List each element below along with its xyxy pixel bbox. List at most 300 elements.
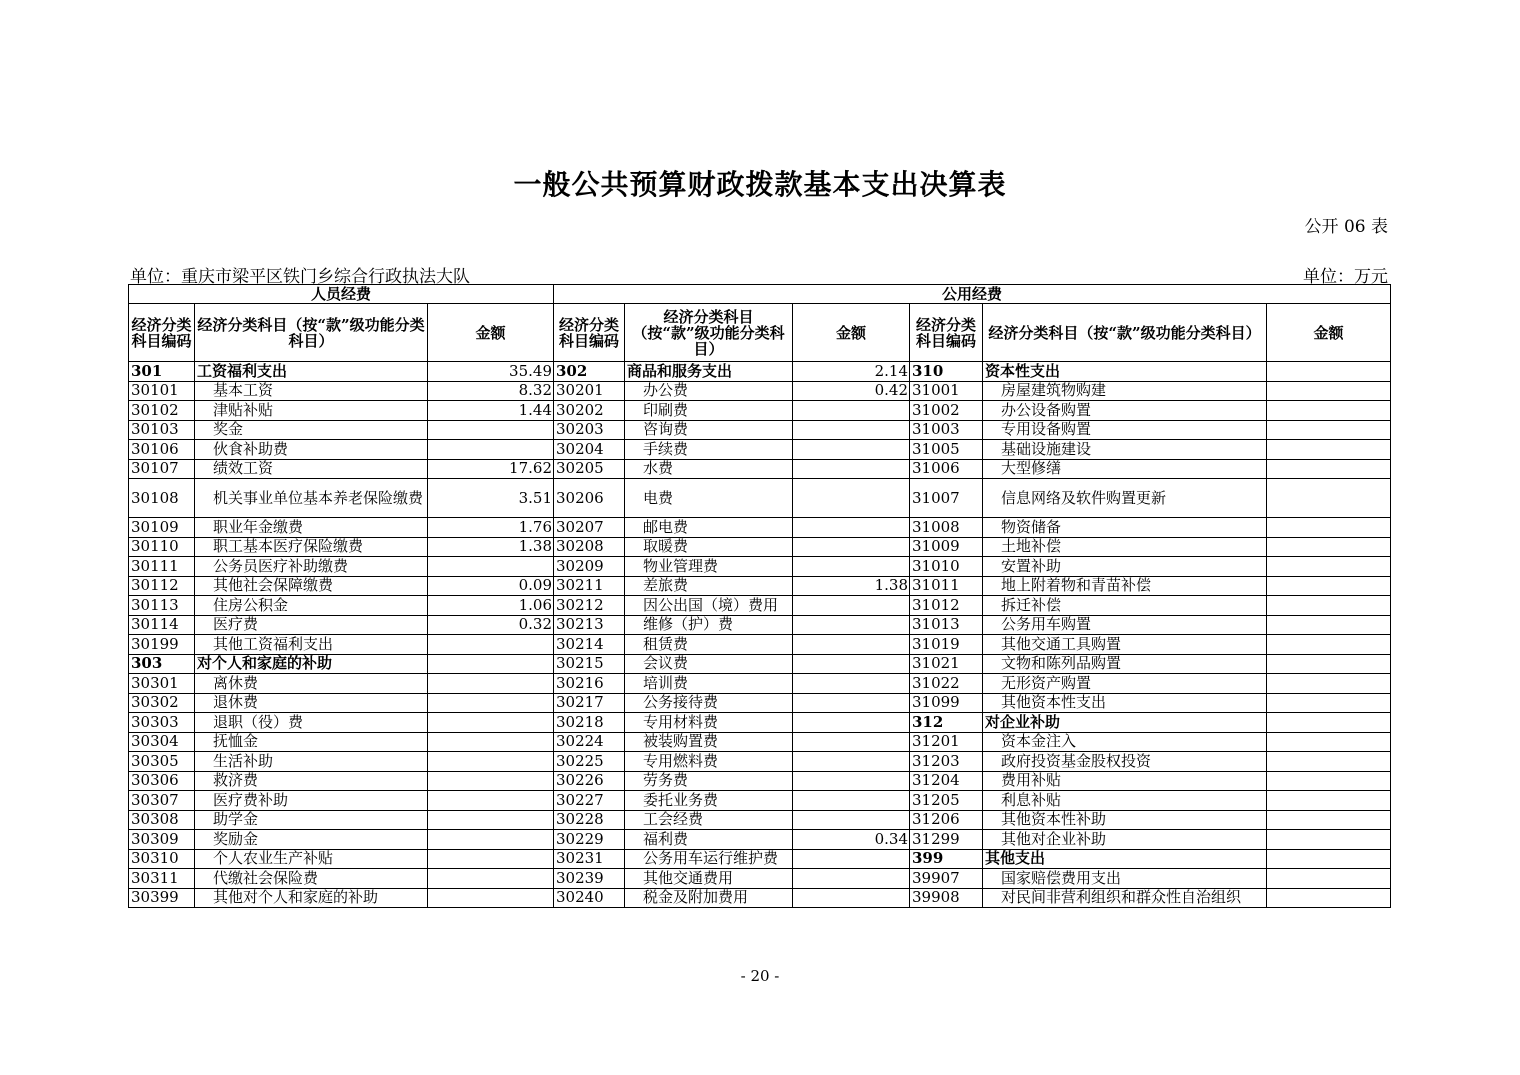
cell-goods-name <box>625 537 793 557</box>
cell-text: 其他资本性补助 <box>1001 810 1107 829</box>
cell-text: 机关事业单位基本养老保险缴费 <box>213 488 424 507</box>
cell-goods-code: 30205 <box>554 459 625 479</box>
cell-personnel-code: 30303 <box>129 713 195 733</box>
cell-capital-name <box>983 518 1267 538</box>
cell-goods-code: 30226 <box>554 771 625 791</box>
cell-goods-amount <box>793 401 910 421</box>
cell-personnel-code: 30113 <box>129 596 195 616</box>
cell-personnel-amount <box>428 557 554 577</box>
cell-goods-code: 30229 <box>554 830 625 850</box>
cell-goods-code: 30231 <box>554 849 625 869</box>
cell-goods-code: 30214 <box>554 635 625 655</box>
table-row <box>129 888 1391 908</box>
cell-personnel-code: 30103 <box>129 420 195 440</box>
cell-text: 差旅费 <box>643 576 689 595</box>
cell-personnel-amount <box>428 674 554 694</box>
cell-personnel-amount <box>428 635 554 655</box>
cell-capital-amount <box>1267 693 1391 713</box>
cell-text: 邮电费 <box>643 517 689 536</box>
cell-goods-name <box>625 888 793 908</box>
unit-organization: 单位：重庆市梁平区铁门乡综合行政执法大队 <box>130 267 470 287</box>
cell-goods-name <box>625 479 793 518</box>
cell-goods-name <box>625 420 793 440</box>
cell-personnel-code: 30106 <box>129 440 195 460</box>
cell-goods-name <box>625 596 793 616</box>
cell-personnel-code: 30301 <box>129 674 195 694</box>
cell-goods-amount: 0.42 <box>793 381 910 401</box>
cell-text: 福利费 <box>643 829 689 848</box>
cell-text: 代缴社会保险费 <box>213 868 319 887</box>
cell-text: 文物和陈列品购置 <box>1001 654 1122 673</box>
cell-text: 拆迁补偿 <box>1001 595 1062 614</box>
cell-text: 工会经费 <box>643 810 704 829</box>
cell-personnel-name: 工资福利支出 <box>195 362 428 382</box>
cell-personnel-code: 30309 <box>129 830 195 850</box>
cell-text: 电费 <box>643 488 674 507</box>
cell-goods-code: 30201 <box>554 381 625 401</box>
cell-text: 水费 <box>643 459 674 478</box>
cell-text: 其他对个人和家庭的补助 <box>213 888 379 907</box>
cell-capital-code: 31002 <box>910 401 983 421</box>
table-row <box>129 869 1391 889</box>
cell-capital-amount <box>1267 440 1391 460</box>
group-public: 公用经费 <box>554 285 1391 304</box>
table-row <box>129 518 1391 538</box>
cell-goods-amount <box>793 810 910 830</box>
cell-personnel-code: 30112 <box>129 576 195 596</box>
cell-personnel-name <box>195 674 428 694</box>
cell-text: 公务接待费 <box>643 693 719 712</box>
cell-goods-code: 30204 <box>554 440 625 460</box>
cell-goods-name <box>625 791 793 811</box>
cell-goods-amount <box>793 713 910 733</box>
cell-personnel-code: 303 <box>129 654 195 674</box>
cell-personnel-code: 30101 <box>129 381 195 401</box>
cell-text: 个人农业生产补贴 <box>213 849 334 868</box>
cell-personnel-name <box>195 635 428 655</box>
cell-personnel-amount: 35.49 <box>428 362 554 382</box>
cell-personnel-code: 30107 <box>129 459 195 479</box>
cell-capital-name <box>983 615 1267 635</box>
cell-capital-code: 31021 <box>910 654 983 674</box>
cell-capital-code: 31011 <box>910 576 983 596</box>
cell-text: 奖励金 <box>213 829 259 848</box>
cell-capital-code: 31201 <box>910 732 983 752</box>
cell-goods-amount <box>793 732 910 752</box>
cell-text: 物资储备 <box>1001 517 1062 536</box>
unit-currency: 单位：万元 <box>1303 267 1388 287</box>
header-personnel-amount: 金额 <box>428 304 554 362</box>
cell-goods-name <box>625 849 793 869</box>
table-row <box>129 615 1391 635</box>
table-row <box>129 771 1391 791</box>
cell-text: 对民间非营利组织和群众性自治组织 <box>1001 888 1242 907</box>
cell-text: 退职（役）费 <box>213 712 304 731</box>
cell-goods-code: 30227 <box>554 791 625 811</box>
cell-text: 医疗费 <box>213 615 259 634</box>
cell-goods-code: 30240 <box>554 888 625 908</box>
cell-capital-code: 39908 <box>910 888 983 908</box>
cell-personnel-amount <box>428 849 554 869</box>
cell-goods-amount <box>793 888 910 908</box>
cell-capital-name <box>983 791 1267 811</box>
cell-capital-amount <box>1267 810 1391 830</box>
cell-goods-name <box>625 693 793 713</box>
cell-text: 大型修缮 <box>1001 459 1062 478</box>
cell-text: 公务员医疗补助缴费 <box>213 556 349 575</box>
cell-goods-code: 30228 <box>554 810 625 830</box>
cell-capital-amount <box>1267 479 1391 518</box>
cell-capital-amount <box>1267 849 1391 869</box>
cell-personnel-name <box>195 693 428 713</box>
cell-capital-name: 资本性支出 <box>983 362 1267 382</box>
cell-personnel-amount: 8.32 <box>428 381 554 401</box>
cell-goods-name <box>625 830 793 850</box>
cell-goods-amount <box>793 674 910 694</box>
cell-personnel-name <box>195 849 428 869</box>
cell-goods-code: 30216 <box>554 674 625 694</box>
table-row <box>129 557 1391 577</box>
cell-goods-name <box>625 713 793 733</box>
cell-text: 其他交通工具购置 <box>1001 634 1122 653</box>
cell-personnel-code: 30109 <box>129 518 195 538</box>
table-row <box>129 596 1391 616</box>
cell-text: 地上附着物和青苗补偿 <box>1001 576 1152 595</box>
cell-capital-name <box>983 401 1267 421</box>
cell-text: 公务用车运行维护费 <box>643 849 779 868</box>
cell-text: 奖金 <box>213 420 244 439</box>
cell-personnel-name <box>195 381 428 401</box>
cell-personnel-name <box>195 596 428 616</box>
header-goods-code: 经济分类科目编码 <box>554 304 625 362</box>
cell-personnel-name: 对个人和家庭的补助 <box>195 654 428 674</box>
cell-goods-amount: 0.34 <box>793 830 910 850</box>
cell-capital-amount <box>1267 362 1391 382</box>
cell-capital-name <box>983 576 1267 596</box>
cell-text: 政府投资基金股权投资 <box>1001 751 1152 770</box>
column-header-row <box>129 304 1391 362</box>
cell-goods-name <box>625 615 793 635</box>
cell-personnel-amount: 1.38 <box>428 537 554 557</box>
cell-capital-code: 31001 <box>910 381 983 401</box>
cell-text: 职业年金缴费 <box>213 517 304 536</box>
cell-capital-name <box>983 459 1267 479</box>
cell-capital-code: 31013 <box>910 615 983 635</box>
cell-text: 咨询费 <box>643 420 689 439</box>
cell-personnel-name <box>195 479 428 518</box>
cell-text: 办公设备购置 <box>1001 400 1092 419</box>
cell-personnel-code: 30307 <box>129 791 195 811</box>
cell-personnel-code: 30110 <box>129 537 195 557</box>
cell-personnel-name <box>195 888 428 908</box>
cell-capital-name <box>983 693 1267 713</box>
cell-text: 基础设施建设 <box>1001 439 1092 458</box>
cell-goods-amount <box>793 635 910 655</box>
cell-goods-code: 30202 <box>554 401 625 421</box>
cell-capital-code: 31006 <box>910 459 983 479</box>
cell-text: 住房公积金 <box>213 595 289 614</box>
cell-capital-amount <box>1267 869 1391 889</box>
cell-goods-amount <box>793 596 910 616</box>
cell-goods-code: 30212 <box>554 596 625 616</box>
cell-personnel-amount <box>428 830 554 850</box>
cell-capital-name <box>983 420 1267 440</box>
cell-capital-code: 31009 <box>910 537 983 557</box>
cell-capital-code: 312 <box>910 713 983 733</box>
cell-text: 专用设备购置 <box>1001 420 1092 439</box>
cell-capital-name <box>983 869 1267 889</box>
cell-text: 助学金 <box>213 810 259 829</box>
cell-goods-amount <box>793 440 910 460</box>
cell-text: 因公出国（境）费用 <box>643 595 779 614</box>
cell-text: 绩效工资 <box>213 459 274 478</box>
cell-capital-name: 对企业补助 <box>983 713 1267 733</box>
cell-personnel-code: 30310 <box>129 849 195 869</box>
table-row <box>129 401 1391 421</box>
cell-text: 其他对企业补助 <box>1001 829 1107 848</box>
header-goods-name: 经济分类科目（按“款”级功能分类科目） <box>625 304 793 362</box>
cell-goods-name <box>625 771 793 791</box>
cell-personnel-name <box>195 713 428 733</box>
cell-personnel-amount <box>428 888 554 908</box>
cell-goods-name <box>625 752 793 772</box>
cell-capital-code: 310 <box>910 362 983 382</box>
cell-personnel-amount: 1.06 <box>428 596 554 616</box>
cell-personnel-amount: 0.32 <box>428 615 554 635</box>
cell-capital-amount <box>1267 401 1391 421</box>
cell-personnel-name <box>195 459 428 479</box>
table-row <box>129 654 1391 674</box>
table-row <box>129 791 1391 811</box>
cell-capital-amount <box>1267 615 1391 635</box>
cell-personnel-amount: 1.44 <box>428 401 554 421</box>
cell-goods-code: 30224 <box>554 732 625 752</box>
cell-personnel-code: 30305 <box>129 752 195 772</box>
cell-capital-name <box>983 830 1267 850</box>
cell-goods-name <box>625 459 793 479</box>
cell-personnel-amount <box>428 810 554 830</box>
cell-capital-amount <box>1267 635 1391 655</box>
cell-text: 医疗费补助 <box>213 790 289 809</box>
table-row <box>129 440 1391 460</box>
cell-capital-amount <box>1267 791 1391 811</box>
cell-goods-name <box>625 674 793 694</box>
cell-personnel-code: 30111 <box>129 557 195 577</box>
cell-goods-amount <box>793 771 910 791</box>
cell-goods-amount <box>793 420 910 440</box>
table-row <box>129 576 1391 596</box>
table-row <box>129 752 1391 772</box>
cell-text: 基本工资 <box>213 381 274 400</box>
expenditure-table <box>128 284 1391 908</box>
cell-personnel-name <box>195 518 428 538</box>
cell-goods-name <box>625 576 793 596</box>
cell-capital-code: 31010 <box>910 557 983 577</box>
cell-goods-name <box>625 381 793 401</box>
cell-capital-name <box>983 810 1267 830</box>
cell-goods-name <box>625 518 793 538</box>
cell-text: 公务用车购置 <box>1001 615 1092 634</box>
table-row <box>129 674 1391 694</box>
cell-goods-code: 30207 <box>554 518 625 538</box>
cell-goods-amount <box>793 459 910 479</box>
cell-personnel-name <box>195 420 428 440</box>
cell-capital-name <box>983 381 1267 401</box>
header-capital-amount: 金额 <box>1267 304 1391 362</box>
table-row <box>129 830 1391 850</box>
cell-capital-code: 31203 <box>910 752 983 772</box>
cell-text: 其他工资福利支出 <box>213 634 334 653</box>
cell-goods-code: 30215 <box>554 654 625 674</box>
cell-capital-code: 31007 <box>910 479 983 518</box>
cell-goods-code: 30225 <box>554 752 625 772</box>
cell-text: 专用材料费 <box>643 712 719 731</box>
table-row <box>129 693 1391 713</box>
cell-text: 会议费 <box>643 654 689 673</box>
cell-personnel-name <box>195 576 428 596</box>
cell-goods-amount <box>793 615 910 635</box>
cell-personnel-amount: 0.09 <box>428 576 554 596</box>
cell-goods-amount <box>793 752 910 772</box>
cell-text: 房屋建筑物购建 <box>1001 381 1107 400</box>
cell-capital-amount <box>1267 576 1391 596</box>
cell-capital-name <box>983 771 1267 791</box>
table-row <box>129 459 1391 479</box>
cell-text: 津贴补贴 <box>213 400 274 419</box>
cell-goods-code: 30203 <box>554 420 625 440</box>
cell-goods-amount <box>793 791 910 811</box>
cell-text: 印刷费 <box>643 400 689 419</box>
cell-capital-code: 31008 <box>910 518 983 538</box>
cell-personnel-code: 30308 <box>129 810 195 830</box>
cell-personnel-amount: 3.51 <box>428 479 554 518</box>
table-row <box>129 479 1391 518</box>
cell-capital-name <box>983 732 1267 752</box>
header-capital-code: 经济分类科目编码 <box>910 304 983 362</box>
cell-goods-amount <box>793 693 910 713</box>
cell-personnel-amount <box>428 693 554 713</box>
cell-text: 费用补贴 <box>1001 771 1062 790</box>
cell-personnel-code: 301 <box>129 362 195 382</box>
table-row <box>129 635 1391 655</box>
cell-goods-amount <box>793 479 910 518</box>
cell-personnel-name <box>195 615 428 635</box>
header-personnel-name: 经济分类科目（按“款”级功能分类科目） <box>195 304 428 362</box>
cell-text: 无形资产购置 <box>1001 673 1092 692</box>
cell-text: 安置补助 <box>1001 556 1062 575</box>
header-personnel-code: 经济分类科目编码 <box>129 304 195 362</box>
cell-capital-name <box>983 557 1267 577</box>
cell-capital-amount <box>1267 420 1391 440</box>
cell-capital-amount <box>1267 771 1391 791</box>
cell-capital-amount <box>1267 381 1391 401</box>
header-capital-name: 经济分类科目（按“款”级功能分类科目） <box>983 304 1267 362</box>
cell-text: 抚恤金 <box>213 732 259 751</box>
cell-text: 手续费 <box>643 439 689 458</box>
cell-goods-amount <box>793 518 910 538</box>
cell-personnel-code: 30399 <box>129 888 195 908</box>
cell-personnel-code: 30311 <box>129 869 195 889</box>
header-goods-amount: 金额 <box>793 304 910 362</box>
cell-personnel-name <box>195 830 428 850</box>
cell-capital-name <box>983 596 1267 616</box>
cell-personnel-name <box>195 557 428 577</box>
cell-text: 培训费 <box>643 673 689 692</box>
cell-capital-code: 31299 <box>910 830 983 850</box>
cell-goods-name: 商品和服务支出 <box>625 362 793 382</box>
cell-goods-amount <box>793 849 910 869</box>
cell-goods-code: 30239 <box>554 869 625 889</box>
cell-text: 其他社会保障缴费 <box>213 576 334 595</box>
cell-capital-amount <box>1267 518 1391 538</box>
cell-goods-code: 30218 <box>554 713 625 733</box>
cell-capital-code: 39907 <box>910 869 983 889</box>
cell-capital-name <box>983 674 1267 694</box>
cell-capital-name <box>983 440 1267 460</box>
cell-goods-code: 30211 <box>554 576 625 596</box>
cell-personnel-code: 30306 <box>129 771 195 791</box>
cell-text: 职工基本医疗保险缴费 <box>213 537 364 556</box>
cell-capital-name: 其他支出 <box>983 849 1267 869</box>
cell-capital-code: 31099 <box>910 693 983 713</box>
cell-capital-code: 31005 <box>910 440 983 460</box>
cell-capital-amount <box>1267 557 1391 577</box>
cell-capital-amount <box>1267 654 1391 674</box>
cell-text: 办公费 <box>643 381 689 400</box>
table-row <box>129 810 1391 830</box>
cell-capital-name <box>983 479 1267 518</box>
cell-text: 退休费 <box>213 693 259 712</box>
cell-goods-code: 30209 <box>554 557 625 577</box>
table-row <box>129 537 1391 557</box>
page-title: 一般公共预算财政拨款基本支出决算表 <box>513 168 1007 201</box>
cell-goods-name <box>625 557 793 577</box>
cell-text: 税金及附加费用 <box>643 888 749 907</box>
cell-capital-code: 399 <box>910 849 983 869</box>
group-header-row <box>129 285 1391 304</box>
cell-capital-amount <box>1267 537 1391 557</box>
cell-goods-amount <box>793 869 910 889</box>
cell-capital-amount <box>1267 596 1391 616</box>
page-number: - 20 - <box>740 967 780 985</box>
cell-capital-amount <box>1267 830 1391 850</box>
cell-personnel-name <box>195 791 428 811</box>
cell-text: 资本金注入 <box>1001 732 1077 751</box>
cell-personnel-amount <box>428 420 554 440</box>
cell-capital-amount <box>1267 888 1391 908</box>
cell-text: 伙食补助费 <box>213 439 289 458</box>
cell-personnel-name <box>195 810 428 830</box>
cell-personnel-code: 30108 <box>129 479 195 518</box>
cell-capital-name <box>983 635 1267 655</box>
cell-personnel-amount <box>428 752 554 772</box>
cell-capital-code: 31204 <box>910 771 983 791</box>
cell-goods-name <box>625 810 793 830</box>
cell-personnel-code: 30304 <box>129 732 195 752</box>
cell-goods-amount: 2.14 <box>793 362 910 382</box>
cell-personnel-amount <box>428 791 554 811</box>
table-row <box>129 713 1391 733</box>
cell-text: 委托业务费 <box>643 790 719 809</box>
table-row <box>129 420 1391 440</box>
cell-text: 救济费 <box>213 771 259 790</box>
cell-goods-amount <box>793 654 910 674</box>
cell-goods-code: 302 <box>554 362 625 382</box>
cell-personnel-code: 30114 <box>129 615 195 635</box>
cell-personnel-amount <box>428 869 554 889</box>
cell-text: 取暖费 <box>643 537 689 556</box>
cell-personnel-code: 30302 <box>129 693 195 713</box>
